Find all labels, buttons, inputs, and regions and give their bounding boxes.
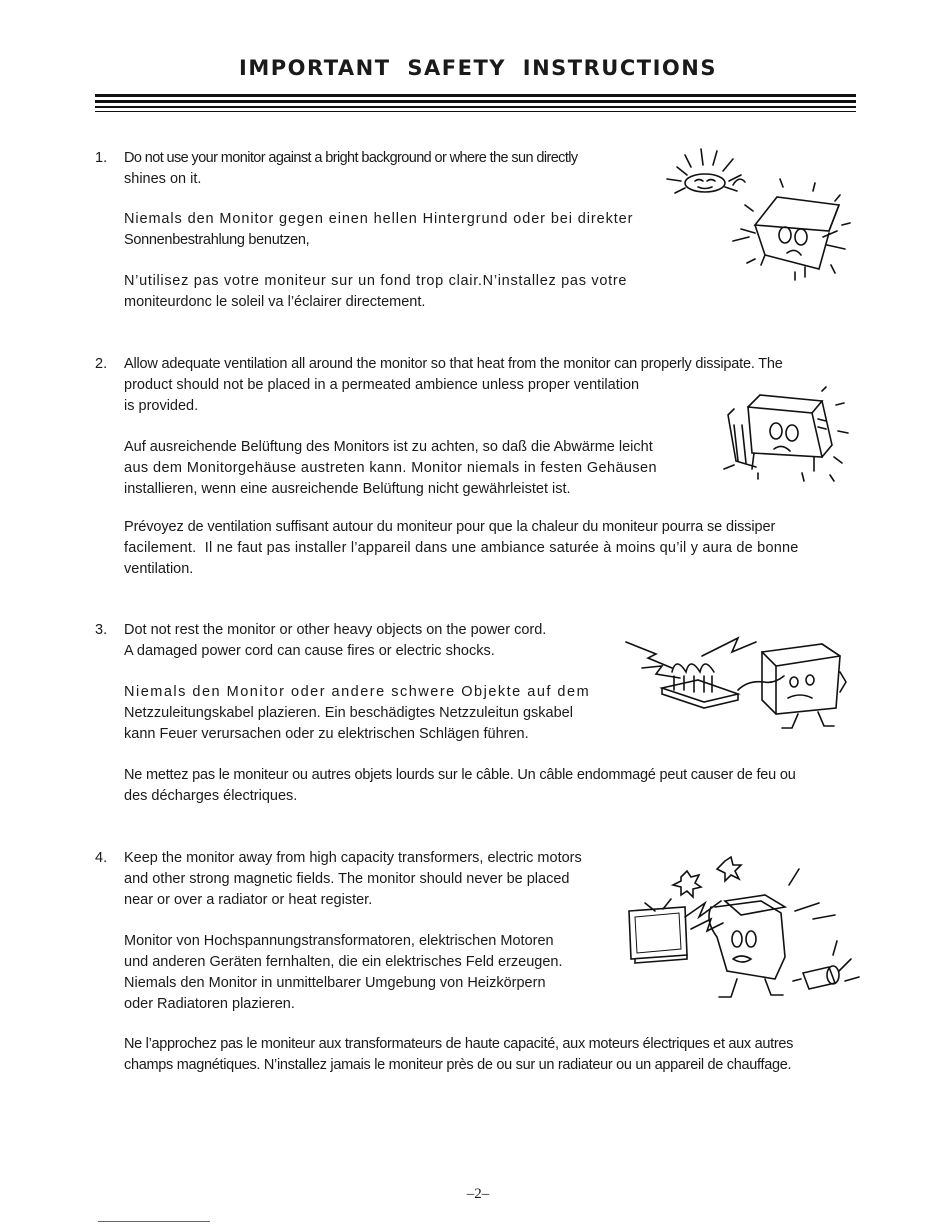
item-number: 3.	[95, 622, 108, 638]
item-number: 1.	[95, 150, 108, 166]
instruction-fr: Ne l’approchez pas le moniteur aux transformateurs de haute capacité, aux moteurs électriques et aux autres champs magnétiques. N’installez jamais le moniteur près de ou sur un radiateur ou un appareil de chauffage.	[124, 1036, 794, 1073]
page-title: IMPORTANT SAFETY INSTRUCTIONS	[239, 56, 717, 80]
item-number: 4.	[95, 850, 108, 866]
instruction-fr: N’utilisez pas votre moniteur sur un fond trop clair.N’installez pas votre moniteurdonc le soleil va l’éclairer directement.	[124, 273, 628, 310]
instruction-fr: Ne mettez pas le moniteur ou autres objets lourds sur le câble. Un câble endommagé peut causer de feu ou des décharges électriques.	[124, 767, 796, 804]
power-cord-monitor-illustration	[622, 632, 847, 732]
instruction-de: Monitor von Hochspannungstransformatoren, elektrischen Motoren und anderen Geräten fernhalten, die ein elektrisches Feld erzeugen. Niemals den Monitor in unmittelbarer Umgebung von Heizkörpern oder Radiatoren plazieren.	[124, 933, 563, 1012]
magnetic-field-monitor-illustration	[625, 855, 865, 1000]
instruction-de: Niemals den Monitor oder andere schwere Objekte auf dem Netzzuleitungskabel plazieren. Ein beschädigtes Netzzuleitun gskabel kann Feuer verursachen oder zu elektrischen Schlägen führen.	[124, 684, 591, 742]
footer-underline	[98, 1221, 210, 1222]
instruction-de: Niemals den Monitor gegen einen hellen Hintergrund oder bei direkter Sonnenbestrahlung benutzen,	[124, 211, 634, 248]
bright-sun-monitor-illustration	[655, 145, 860, 295]
instruction-en: Keep the monitor away from high capacity transformers, electric motors and other strong magnetic fields. The monitor should never be placed near or over a radiator or heat register.	[124, 850, 582, 908]
instruction-en: Do not use your monitor against a bright background or where the sun directly shines on it.	[124, 150, 578, 187]
ventilation-monitor-illustration	[718, 385, 850, 490]
instruction-fr: Prévoyez de ventilation suffisant autour du moniteur pour que la chaleur du moniteur pourra se dissiper facilement. Il ne faut pas installer l’appareil dans une ambiance saturée à moins qu’il y aura de bonne ventilation.	[124, 519, 799, 577]
page-number: –2–	[466, 1186, 490, 1202]
item-number: 2.	[95, 356, 108, 372]
instruction-en: Allow adequate ventilation all around the monitor so that heat from the monitor can properly dissipate. The product should not be placed in a permeated ambience unless proper ventilation is provided.	[124, 356, 783, 414]
instruction-en: Dot not rest the monitor or other heavy objects on the power cord. A damaged power cord can cause fires or electric shocks.	[124, 622, 547, 659]
title-rule-lines	[95, 94, 856, 112]
instruction-de: Auf ausreichende Belüftung des Monitors ist zu achten, so daß die Abwärme leicht aus dem Monitorgehäuse austreten kann. Monitor niemals in festen Gehäusen installieren, wenn eine ausreichende Belüftung nicht gewährleistet ist.	[124, 439, 657, 497]
